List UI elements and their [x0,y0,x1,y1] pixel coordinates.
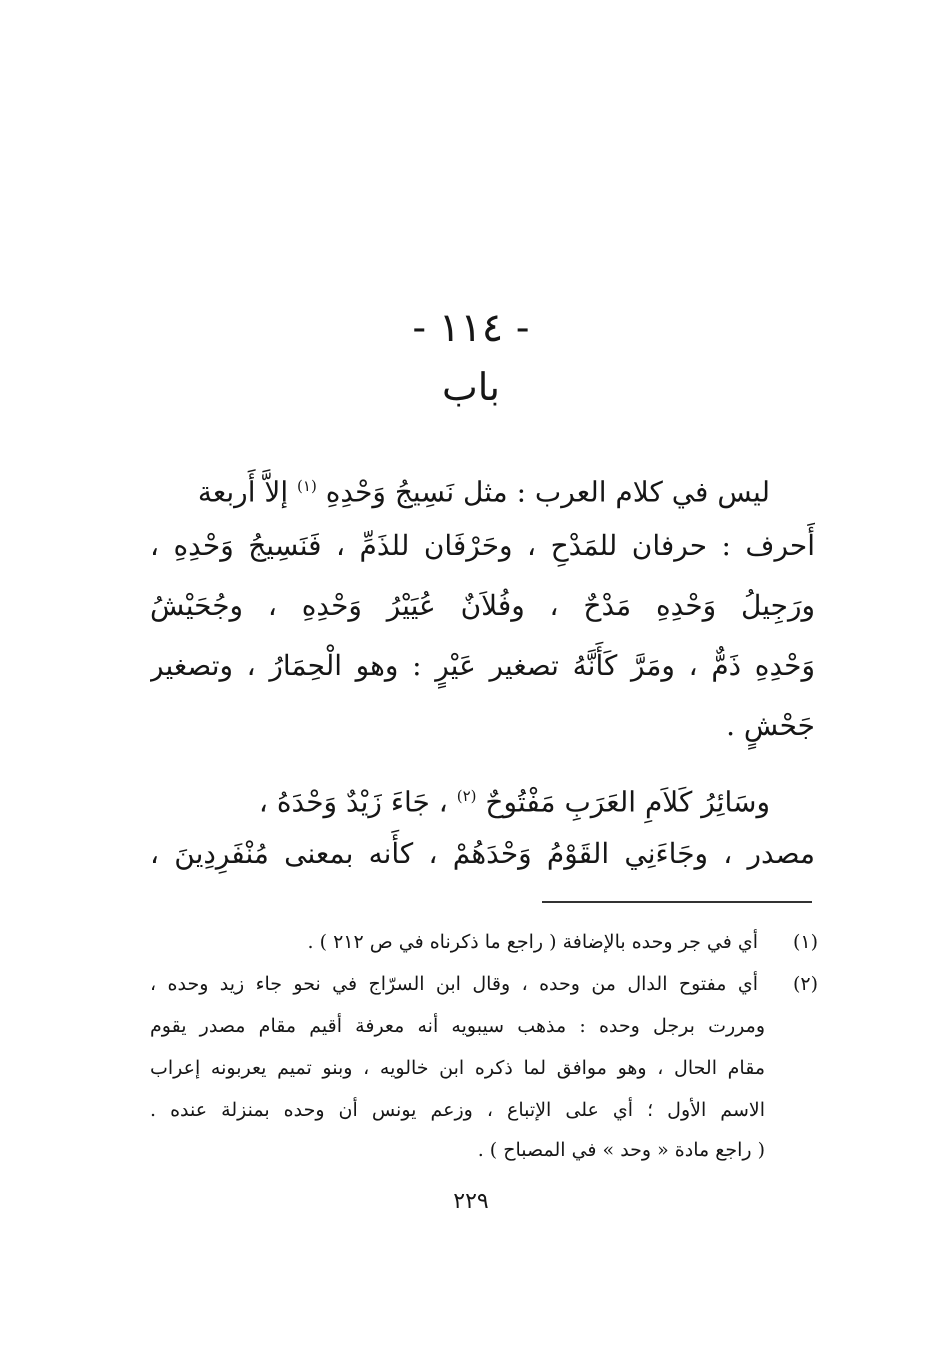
body-text-segment: ليس في كلام العرب : مثل نَسِيجُ وَحْدِهِ [325,475,770,509]
footnote-line: مقام الحال ، وهو موافق لما ذكره ابن خالويه ، وبنو تميم يعربونه إعراب [150,1057,765,1079]
footnote-line: أي مفتوح الدال من وحده ، وقال ابن السرّاج في نحو جاء زيد وحده ، [150,973,758,995]
footnote-marker: (١) [792,931,818,953]
footnote-line: أي في جر وحده بالإضافة ( راجع ما ذكرناه في ص ٢١٢ ) . [307,931,758,953]
body-text-segment: إلاَّ أَربعة [197,475,289,509]
body-line: ورَجِيلُ وَحْدِهِ مَدْحٌ ، وفُلاَنٌ عُيَيْرُ وَحْدِهِ ، وجُحَيْشُ [150,589,815,622]
body-text-segment: ، جَاءَ زَيْدٌ وَحْدَهُ ، [258,785,448,819]
footnote-reference[interactable]: (١) [297,477,317,495]
page-number: ٢٢٩ [453,1189,489,1214]
chapter-number: - ١١٤ - [412,305,530,351]
footnote-line: الاسم الأول ؛ أي على الإتباع ، وزعم يونس أن وحده بمنزلة عنده . [150,1099,765,1121]
body-line [150,768,815,824]
footnote-line: ومررت برجل وحده : مذهب سيبويه أنه معرفة أقيم مقام مصدر يقوم [150,1015,765,1037]
body-text-segment: وسَائِرُ كَلاَمِ العَرَبِ مَفْتُوحٌ [485,785,770,819]
footnote-marker: (٢) [792,973,818,995]
body-line [150,458,815,514]
chapter-title: باب [442,365,500,409]
footnote-line: ( راجع مادة « وحد » في المصباح ) . [477,1139,765,1161]
body-line: جَحْشٍ . [726,709,815,742]
footnote-reference[interactable]: (٢) [456,787,477,805]
body-line: أَحرف : حرفان للمَدْحِ ، وحَرْفَان للذَمِّ ، فَنَسِيجُ وَحْدِهِ ، [150,529,815,562]
body-line: وَحْدِهِ ذَمٌّ ، ومَرَّ كَأَنَّهُ تصغير عَيْرٍ : وهو الْحِمَارُ ، وتصغير [150,649,815,682]
footnote-separator [542,901,812,903]
body-line: مصدر ، وجَاءَنِي القَوْمُ وَحْدَهُمْ ، كأَنه بمعنى مُنْفَرِدِينَ ، [150,837,815,870]
